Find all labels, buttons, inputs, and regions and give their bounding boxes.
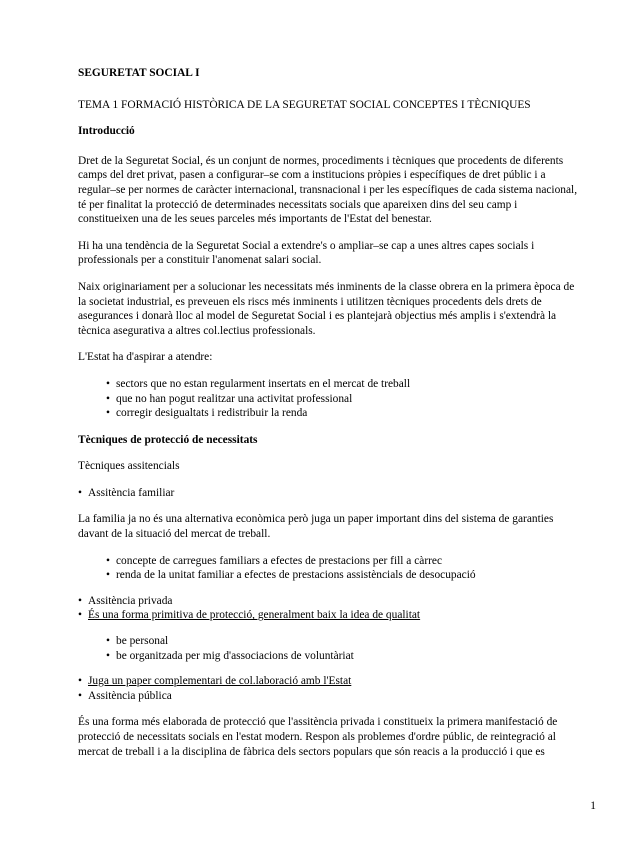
list-item-underlined: • Juga un paper complementari de col.laboració amb l'Estat [78, 674, 578, 689]
bullet-list-5 [78, 674, 578, 703]
list-item: • renda de la unitat familiar a efectes de prestacions assistèncials de desocupació [106, 568, 578, 583]
paragraph-4: L'Estat ha d'aspirar a atendre: [78, 351, 213, 364]
document-body [78, 66, 578, 759]
list-item: • que no han pogut realitzar una activitat professional [106, 392, 578, 407]
paragraph-assistencia-publica: És una forma més elaborada de protecció que l'assitència privada i constitueix la primera manifestació de protecció de necessitats socials en l'estat modern. Respon als problemes d'ordre públic, de reintegració al mercat de treball i a la disciplina de fàbrica dels sectors populars que són reacis a la producció i que es [78, 716, 558, 758]
bullet-list-1 [78, 377, 578, 421]
list-item-underlined: • És una forma primitiva de protecció, generalment baix la idea de qualitat [78, 608, 578, 623]
bullet-list-4 [78, 634, 578, 663]
paragraph-familia: La familia ja no és una alternativa econòmica però juga un paper important dins del sistema de garanties davant de la situació del mercat de treball. [78, 513, 554, 541]
heading-tecniques: Tècniques de protecció de necessitats [78, 433, 258, 446]
bullet-list-2 [78, 554, 578, 583]
paragraph-3: Naix originariament per a solucionar les necessitats més inminents de la classe obrera en la primera època de la societat industrial, es preveuen els riscs més inminents i utilitzen tècniques procedents dels drets de asegurances i donarà lloc al model de Seguretat Social i es plantejarà objectius més amplis i s'extendrà la tècnica asegurativa a altres col.lectius professionals. [78, 280, 575, 337]
heading-introduccio: Introducció [78, 125, 135, 138]
list-item: • Assitència pública [78, 689, 578, 704]
page-number: 1 [590, 800, 596, 812]
list-item: • concepte de carregues familiars a efectes de prestacions per fill a càrrec [106, 554, 578, 569]
paragraph-tecniques-assitencials: Tècniques assitencials [78, 460, 180, 473]
bullet-list-3 [78, 594, 578, 623]
list-item: • be personal [106, 634, 578, 649]
list-item: • corregir desigualtats i redistribuir la renda [106, 406, 578, 421]
paragraph-2: Hi ha una tendència de la Seguretat Social a extendre's o ampliar–se cap a unes altres capes socials i professionals per a constituir l'anomenat salari social. [78, 239, 535, 267]
paragraph-1: Dret de la Seguretat Social, és un conjunt de normes, procediments i tècniques que procedents de diferents camps del dret privat, pasen a configurar–se com a institucions pròpies i específiques de dret públic i a regular–se per normes de caràcter internacional, transnacional i per les específiques de cada sistema nacional, té per finalitat la protecció de determinades necessitats socials que apareixen dins del seu camp i constitueixen una de les seues parceles més importants de l'Estat del benestar. [78, 154, 578, 226]
document-subtitle: TEMA 1 FORMACIÓ HISTÒRICA DE LA SEGURETAT SOCIAL CONCEPTES I TÈCNIQUES [78, 98, 531, 111]
list-item: • be organitzada per mig d'associacions de voluntàriat [106, 649, 578, 664]
document-title: SEGURETAT SOCIAL I [78, 67, 200, 79]
bullet-list-familiar [78, 486, 578, 501]
list-item: • sectors que no estan regularment insertats en el mercat de treball [106, 377, 578, 392]
list-item: • Assitència privada [78, 594, 578, 609]
list-item: • Assitència familiar [78, 486, 578, 501]
